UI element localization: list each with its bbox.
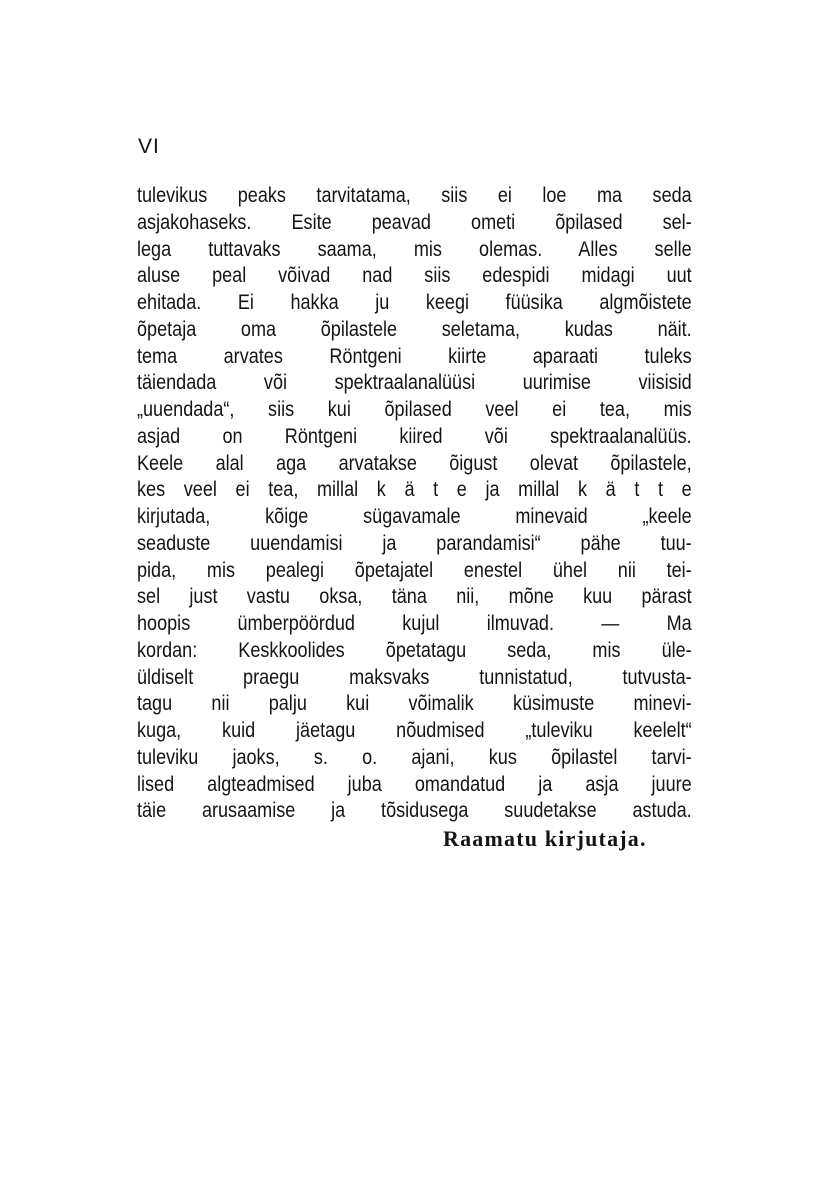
page-number: VI <box>138 135 160 158</box>
text-line: tuleviku jaoks, s. o. ajani, kus õpilastel tarvi- <box>137 745 692 769</box>
text-line: aluse peal võivad nad siis edespidi midagi uut <box>137 264 692 288</box>
text-line: kes veel ei tea, millal k ä t e ja millal k ä t t e <box>137 478 692 502</box>
text-line: tulevikus peaks tarvitatama, siis ei loe ma seda <box>137 184 692 207</box>
text-line: sel just vastu oksa, täna nii, mõne kuu pärast <box>137 585 692 609</box>
text-line: kordan: Keskkoolides õpetatagu seda, mis üle- <box>137 638 692 662</box>
signature: Raamatu kirjutaja. <box>443 826 647 851</box>
text-line: lega tuttavaks saama, mis olemas. Alles selle <box>137 237 692 261</box>
text-line: lised algteadmised juba omandatud ja asja juure <box>137 772 692 796</box>
text-line: tema arvates Röntgeni kiirte aparaati tuleks <box>137 344 692 368</box>
text-line: „uuendada“, siis kui õpilased veel ei tea, mis <box>137 398 692 421</box>
text-line: õpetaja oma õpilastele seletama, kudas näit. <box>137 317 692 341</box>
text-line: kuga, kuid jäetagu nõudmised „tuleviku keelelt“ <box>137 719 692 742</box>
text-line: üldiselt praegu maksvaks tunnistatud, tutvusta- <box>137 665 692 689</box>
text-line: asjakohaseks. Esite peavad ometi õpilased sel- <box>137 210 692 234</box>
text-line: hoopis ümberpöördud kujul ilmuvad. — Ma <box>137 612 692 635</box>
text-line: Keele alal aga arvatakse õigust olevat õpilastele, <box>137 451 692 475</box>
text-line: kirjutada, kõige sügavamale minevaid „keele <box>137 505 692 528</box>
body-text <box>137 183 692 825</box>
text-line: seaduste uuendamisi ja parandamisi“ pähe tuu- <box>137 531 692 555</box>
text-line: täiendada või spektraalanalüüsi uurimise viisisid <box>137 371 692 395</box>
text-line: ehitada. Ei hakka ju keegi füüsika algmõistete <box>137 291 692 314</box>
text-line: täie arusaamise ja tõsidusega suudetakse astuda. <box>137 799 692 823</box>
text-line: pida, mis pealegi õpetajatel enestel ühel nii tei- <box>137 558 692 582</box>
text-line: tagu nii palju kui võimalik küsimuste minevi- <box>137 692 692 716</box>
text-line: asjad on Röntgeni kiired või spektraalanalüüs. <box>137 424 692 448</box>
